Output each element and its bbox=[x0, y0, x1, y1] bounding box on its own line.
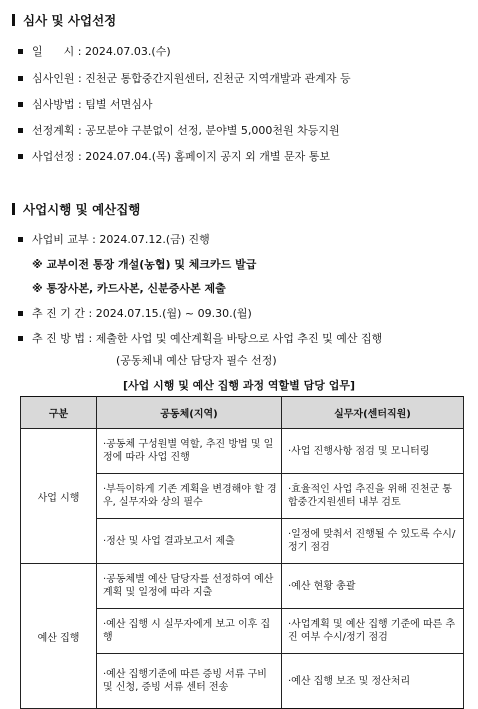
community-cell: ·부득이하게 기존 계획을 변경해야 할 경우, 실무자와 상의 필수 bbox=[97, 474, 282, 519]
section1-title-text: 심사 및 사업선정 bbox=[23, 13, 117, 28]
community-cell: ·예산 집행기준에 따른 증빙 서류 구비 및 신청, 증빙 서류 센터 전송 bbox=[97, 654, 282, 709]
item-label: 심사방법 bbox=[32, 98, 75, 111]
square-bullet-icon bbox=[18, 102, 23, 107]
item-label: 추 진 기 간 bbox=[32, 307, 85, 320]
item-value: 제출한 사업 및 예산계획을 바탕으로 사업 추진 및 예산 집행 bbox=[95, 332, 383, 345]
square-bullet-icon bbox=[18, 49, 23, 54]
item-value: 팀별 서면심사 bbox=[85, 98, 153, 111]
item-label: 사업비 교부 bbox=[32, 233, 89, 246]
item-label: 심사인원 bbox=[32, 72, 75, 85]
community-cell: ·정산 및 사업 결과보고서 제출 bbox=[97, 519, 282, 564]
review-date-line: 일 시 : 2024.07.03.(수) bbox=[18, 43, 171, 59]
section-bar-icon bbox=[12, 14, 15, 26]
roles-table bbox=[20, 396, 464, 709]
header-category: 구분 bbox=[21, 397, 97, 429]
table-title: [사업 시행 및 예산 집행 과정 역할별 담당 업무] bbox=[123, 379, 355, 392]
section-title-execution bbox=[12, 200, 140, 218]
item-value: 2024.07.15.(월) ~ 09.30.(월) bbox=[95, 307, 252, 320]
square-bullet-icon bbox=[18, 336, 23, 341]
item-value: 2024.07.12.(금) 진행 bbox=[99, 233, 210, 246]
header-staff: 실무자(센터직원) bbox=[282, 397, 464, 429]
item-label: 사업선정 bbox=[32, 150, 75, 163]
square-bullet-icon bbox=[18, 128, 23, 133]
section2-title-text: 사업시행 및 예산집행 bbox=[23, 202, 141, 217]
selection-notice-line: 사업선정 : 2024.07.04.(목) 홈페이지 공지 외 개별 문자 통보 bbox=[18, 148, 330, 164]
staff-cell: ·사업 진행사항 점검 및 모니터링 bbox=[282, 429, 464, 474]
selection-plan-line: 선정계획 : 공모분야 구분없이 선정, 분야별 5,000천원 차등지원 bbox=[18, 122, 340, 138]
item-label: 추 진 방 법 bbox=[32, 332, 85, 345]
note-account-card: ※ 교부이전 통장 개설(농협) 및 체크카드 발급 bbox=[32, 258, 257, 271]
header-community: 공동체(지역) bbox=[97, 397, 282, 429]
table-row bbox=[21, 564, 464, 609]
square-bullet-icon bbox=[18, 237, 23, 242]
period-line: 추 진 기 간 : 2024.07.15.(월) ~ 09.30.(월) bbox=[18, 305, 252, 321]
method-subnote: (공동체내 예산 담당자 필수 선정) bbox=[116, 354, 277, 367]
review-method-line: 심사방법 : 팀별 서면심사 bbox=[18, 96, 152, 112]
community-cell: ·예산 집행 시 실무자에게 보고 이후 집행 bbox=[97, 609, 282, 654]
category-cell: 사업 시행 bbox=[21, 429, 97, 564]
staff-cell: ·사업계획 및 예산 집행 기준에 따른 추진 여부 수시/정기 점검 bbox=[282, 609, 464, 654]
category-cell: 예산 집행 bbox=[21, 564, 97, 709]
staff-cell: ·예산 집행 보조 및 정산처리 bbox=[282, 654, 464, 709]
method-line: 추 진 방 법 : 제출한 사업 및 예산계획을 바탕으로 사업 추진 및 예산 집행 bbox=[18, 330, 382, 346]
item-value: 2024.07.03.(수) bbox=[84, 45, 171, 58]
item-value: 2024.07.04.(목) 홈페이지 공지 외 개별 문자 통보 bbox=[85, 150, 331, 163]
note-documents: ※ 통장사본, 카드사본, 신분증사본 제출 bbox=[32, 282, 226, 295]
square-bullet-icon bbox=[18, 311, 23, 316]
review-members-line: 심사인원 : 진천군 통합중간지원센터, 진천군 지역개발과 관계자 등 bbox=[18, 70, 351, 86]
item-label: 선정계획 bbox=[32, 124, 75, 137]
section-title-review bbox=[12, 11, 116, 29]
community-cell: ·공동체 구성원별 역할, 추진 방법 및 일정에 따라 사업 진행 bbox=[97, 429, 282, 474]
staff-cell: ·일정에 맞춰서 진행될 수 있도록 수시/정기 점검 bbox=[282, 519, 464, 564]
item-value: 공모분야 구분없이 선정, 분야별 5,000천원 차등지원 bbox=[85, 124, 340, 137]
community-cell: ·공동체별 예산 담당자를 선정하여 예산계획 및 일정에 따라 지출 bbox=[97, 564, 282, 609]
square-bullet-icon bbox=[18, 154, 23, 159]
staff-cell: ·효율적인 사업 추진을 위해 진천군 통합중간지원센터 내부 검토 bbox=[282, 474, 464, 519]
section-bar-icon bbox=[12, 203, 15, 215]
item-value: 진천군 통합중간지원센터, 진천군 지역개발과 관계자 등 bbox=[85, 72, 351, 85]
budget-grant-line: 사업비 교부 : 2024.07.12.(금) 진행 bbox=[18, 231, 210, 247]
staff-cell: ·예산 현황 총괄 bbox=[282, 564, 464, 609]
table-row bbox=[21, 429, 464, 474]
square-bullet-icon bbox=[18, 76, 23, 81]
item-label: 일 시 bbox=[32, 45, 75, 58]
